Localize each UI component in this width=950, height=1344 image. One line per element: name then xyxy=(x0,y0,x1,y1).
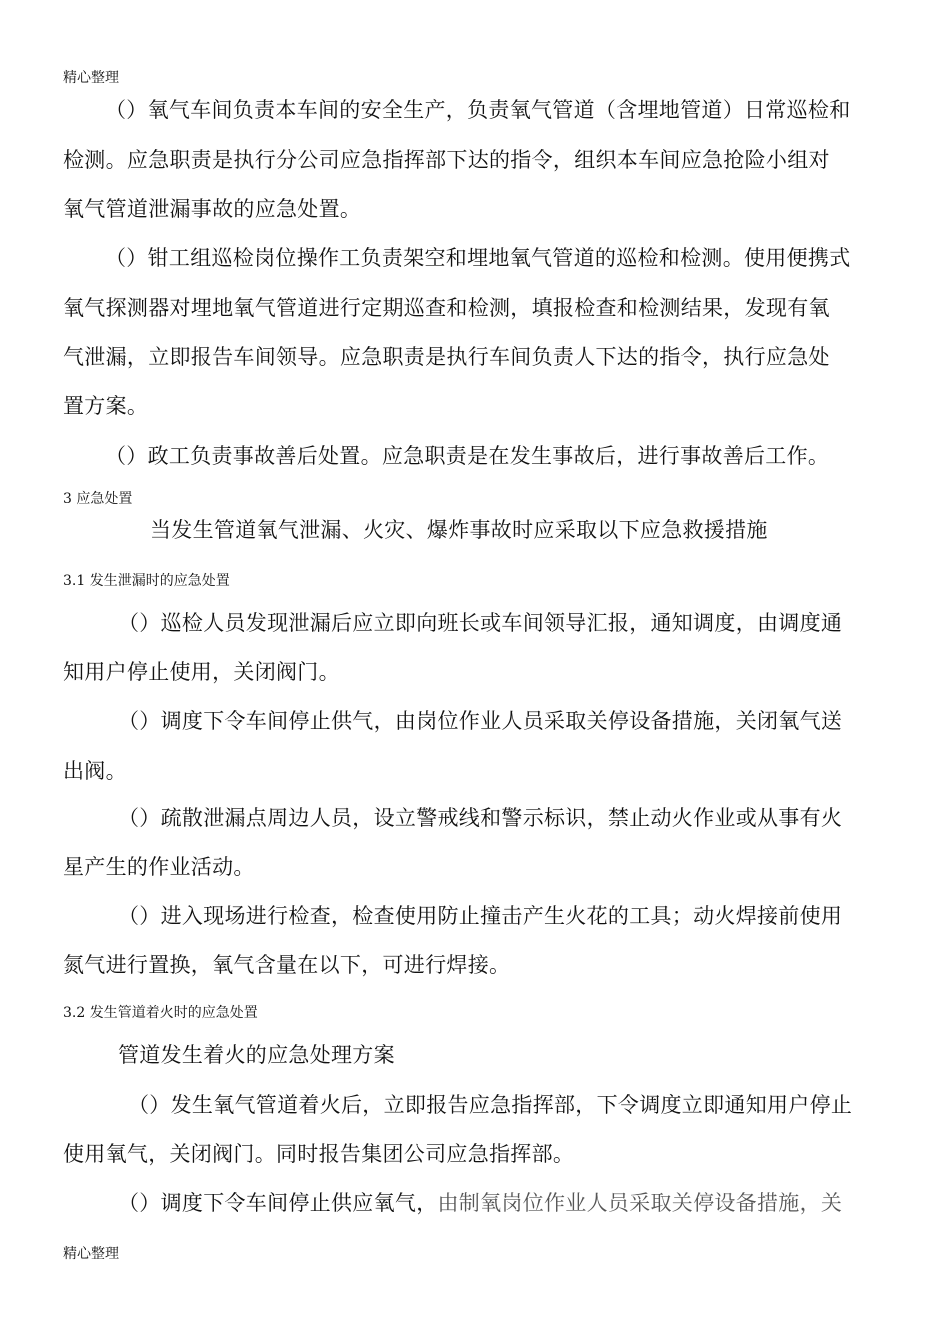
section-heading-3: 3 应急处置 xyxy=(63,491,133,507)
paragraph-line xyxy=(118,1188,842,1218)
paragraph-line: 星产生的作业活动。 xyxy=(63,855,255,879)
page-footer: 精心整理 xyxy=(63,1246,119,1262)
paragraph-line: 氧气探测器对埋地氧气管道进行定期巡查和检测，填报检查和检测结果，发现有氧 xyxy=(63,296,830,320)
paragraph-line: 气泄漏，立即报告车间领导。应急职责是执行车间负责人下达的指令，执行应急处 xyxy=(63,345,830,369)
paragraph-line: 知用户停止使用，关闭阀门。 xyxy=(63,660,340,684)
paragraph-line: （）政工负责事故善后处置。应急职责是在发生事故后，进行事故善后工作。 xyxy=(105,444,830,468)
text-segment-gray: 由制氧岗位作业人员采取关停设备措施，关 xyxy=(437,1191,843,1215)
paragraph-line: 置方案。 xyxy=(63,394,149,418)
paragraph-line: （）发生氧气管道着火后，立即报告应急指挥部，下令调度立即通知用户停止 xyxy=(128,1093,853,1117)
paragraph-line: （）巡检人员发现泄漏后应立即向班长或车间领导汇报，通知调度，由调度通 xyxy=(118,611,843,635)
paragraph-line: 出阀。 xyxy=(63,759,127,783)
paragraph-line: （）氧气车间负责本车间的安全生产，负责氧气管道（含埋地管道）日常巡检和 xyxy=(105,98,851,122)
subheading: 管道发生着火的应急处理方案 xyxy=(118,1043,395,1067)
paragraph-line: （）进入现场进行检查，检查使用防止撞击产生火花的工具；动火焊接前使用 xyxy=(118,904,843,928)
page-header: 精心整理 xyxy=(63,70,119,86)
paragraph-line: 氧气管道泄漏事故的应急处置。 xyxy=(63,197,362,221)
section-heading-3-2: 3.2 发生管道着火时的应急处置 xyxy=(63,1005,258,1021)
paragraph-line: 氮气进行置换，氧气含量在以下，可进行焊接。 xyxy=(63,953,511,977)
section-heading-3-1: 3.1 发生泄漏时的应急处置 xyxy=(63,573,230,589)
text-segment: （）调度下令车间停止供应氧气， xyxy=(118,1191,438,1215)
paragraph-line: （）钳工组巡检岗位操作工负责架空和埋地氧气管道的巡检和检测。使用便携式 xyxy=(105,246,851,270)
paragraph-line: 使用氧气，关闭阀门。同时报告集团公司应急指挥部。 xyxy=(63,1142,575,1166)
paragraph-line: （）疏散泄漏点周边人员，设立警戒线和警示标识，禁止动火作业或从事有火 xyxy=(118,806,843,830)
paragraph-line: （）调度下令车间停止供气，由岗位作业人员采取关停设备措施，关闭氧气送 xyxy=(118,709,843,733)
paragraph-line: 检测。应急职责是执行分公司应急指挥部下达的指令，组织本车间应急抢险小组对 xyxy=(63,148,830,172)
centered-heading: 当发生管道氧气泄漏、火灾、爆炸事故时应采取以下应急救援措施 xyxy=(150,518,768,542)
